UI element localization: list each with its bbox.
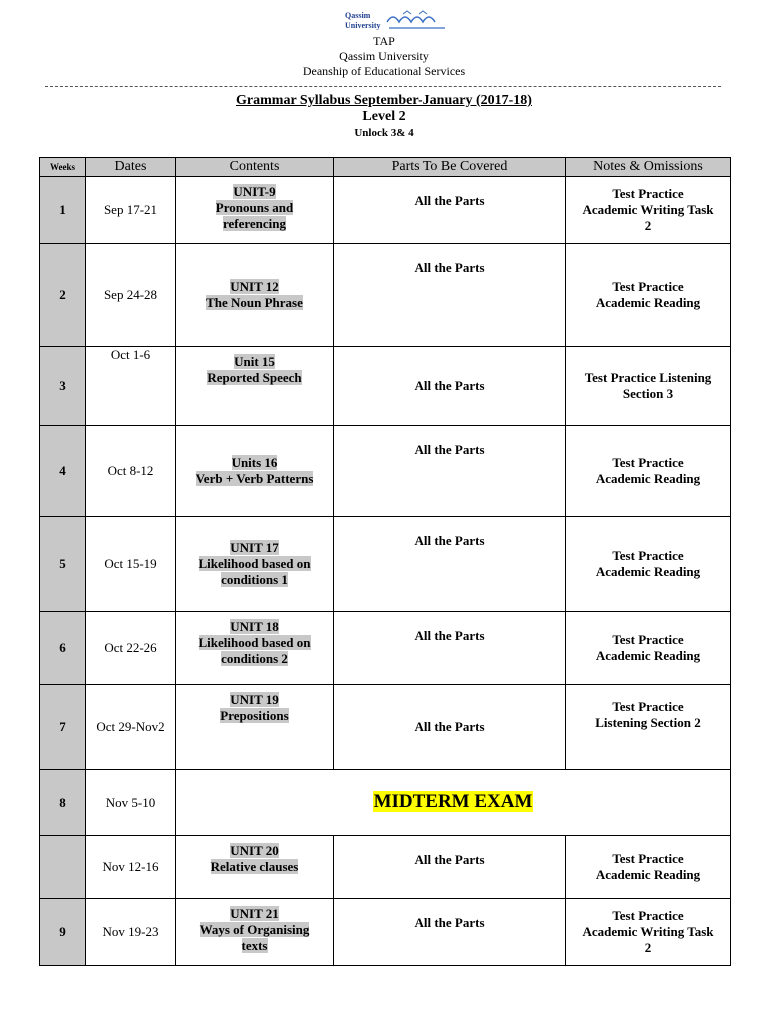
syllabus-table bbox=[39, 157, 731, 966]
table-row bbox=[40, 770, 731, 836]
cell-line: Academic Reading bbox=[595, 867, 701, 882]
cell-line: Test Practice bbox=[612, 699, 684, 714]
parts-cell: All the Parts bbox=[334, 836, 566, 899]
cell-line: Academic Reading bbox=[595, 648, 701, 663]
notes-cell bbox=[566, 899, 731, 966]
cell-line: Ways of Organising bbox=[199, 922, 310, 937]
contents-cell bbox=[176, 685, 334, 770]
cell-line: Verb + Verb Patterns bbox=[195, 471, 314, 486]
cell-line: Likelihood based on bbox=[198, 635, 311, 650]
table-row bbox=[40, 517, 731, 612]
header-divider bbox=[45, 86, 721, 87]
notes-cell bbox=[566, 836, 731, 899]
cell-line: Units 16 bbox=[231, 455, 278, 470]
col-header-weeks: Weeks bbox=[40, 158, 86, 177]
notes-cell bbox=[566, 347, 731, 426]
col-header-contents: Contents bbox=[176, 158, 334, 177]
svg-text:University: University bbox=[345, 21, 381, 30]
notes-cell bbox=[566, 517, 731, 612]
cell-line: Test Practice Listening bbox=[584, 370, 712, 385]
parts-cell: All the Parts bbox=[334, 244, 566, 347]
table-row bbox=[40, 244, 731, 347]
dates-cell: Nov 19-23 bbox=[86, 899, 176, 966]
cell-line: texts bbox=[241, 938, 268, 953]
notes-cell bbox=[566, 244, 731, 347]
parts-cell: All the Parts bbox=[334, 899, 566, 966]
notes-cell bbox=[566, 612, 731, 685]
cell-line: Test Practice bbox=[612, 908, 684, 923]
parts-cell: All the Parts bbox=[334, 347, 566, 426]
cell-line: Academic Reading bbox=[595, 564, 701, 579]
cell-line: Section 3 bbox=[622, 386, 674, 401]
cell-line: UNIT 21 bbox=[230, 906, 279, 921]
parts-cell: All the Parts bbox=[334, 685, 566, 770]
cell-line: Reported Speech bbox=[207, 370, 302, 385]
notes-cell bbox=[566, 426, 731, 517]
dates-cell: Oct 15-19 bbox=[86, 517, 176, 612]
cell-line: Test Practice bbox=[612, 632, 684, 647]
parts-cell: All the Parts bbox=[334, 517, 566, 612]
cell-line: Unit 15 bbox=[234, 354, 275, 369]
table-row bbox=[40, 347, 731, 426]
cell-line: UNIT 20 bbox=[230, 843, 279, 858]
dates-cell: Nov 5-10 bbox=[86, 770, 176, 836]
week-cell: 5 bbox=[40, 517, 86, 612]
table-row bbox=[40, 899, 731, 966]
cell-line: Test Practice bbox=[612, 851, 684, 866]
header-deanship: Deanship of Educational Services bbox=[302, 64, 466, 78]
week-cell: 7 bbox=[40, 685, 86, 770]
parts-cell: All the Parts bbox=[334, 177, 566, 244]
cell-line: conditions 2 bbox=[221, 651, 288, 666]
header-tap: TAP bbox=[373, 34, 395, 48]
midterm-cell bbox=[176, 770, 731, 836]
dates-cell: Oct 8-12 bbox=[86, 426, 176, 517]
level-heading: Level 2 bbox=[362, 109, 406, 124]
table-row bbox=[40, 685, 731, 770]
week-cell: 4 bbox=[40, 426, 86, 517]
notes-cell bbox=[566, 177, 731, 244]
week-cell: 1 bbox=[40, 177, 86, 244]
midterm-label: MIDTERM EXAM bbox=[373, 791, 533, 812]
contents-cell bbox=[176, 899, 334, 966]
col-header-parts: Parts To Be Covered bbox=[334, 158, 566, 177]
table-row bbox=[40, 612, 731, 685]
dates-cell: Sep 24-28 bbox=[86, 244, 176, 347]
cell-line: UNIT-9 bbox=[233, 184, 276, 199]
week-cell: 6 bbox=[40, 612, 86, 685]
dates-cell: Oct 1-6 bbox=[86, 347, 176, 426]
header-university: Qassim University bbox=[339, 49, 429, 63]
qassim-university-logo bbox=[343, 8, 453, 32]
parts-cell: All the Parts bbox=[334, 426, 566, 517]
parts-cell: All the Parts bbox=[334, 612, 566, 685]
contents-cell bbox=[176, 612, 334, 685]
table-row bbox=[40, 836, 731, 899]
cell-line: Listening Section 2 bbox=[595, 715, 701, 730]
notes-cell bbox=[566, 685, 731, 770]
cell-line: Test Practice bbox=[612, 186, 684, 201]
dates-cell: Nov 12-16 bbox=[86, 836, 176, 899]
cell-line: UNIT 17 bbox=[230, 540, 279, 555]
cell-line: Academic Reading bbox=[595, 295, 701, 310]
cell-line: UNIT 12 bbox=[230, 279, 279, 294]
document-title: Grammar Syllabus September-January (2017-18) bbox=[236, 93, 532, 108]
dates-cell: Oct 22-26 bbox=[86, 612, 176, 685]
cell-line: 2 bbox=[644, 940, 652, 955]
cell-line: Academic Writing Task bbox=[582, 202, 714, 217]
cell-line: 2 bbox=[644, 218, 652, 233]
contents-cell bbox=[176, 836, 334, 899]
cell-line: Academic Reading bbox=[595, 471, 701, 486]
unlock-subheading: Unlock 3& 4 bbox=[354, 127, 414, 139]
contents-cell bbox=[176, 244, 334, 347]
table-row bbox=[40, 426, 731, 517]
cell-line: Test Practice bbox=[612, 455, 684, 470]
cell-line: Test Practice bbox=[612, 548, 684, 563]
col-header-dates: Dates bbox=[86, 158, 176, 177]
dates-cell: Sep 17-21 bbox=[86, 177, 176, 244]
col-header-notes: Notes & Omissions bbox=[566, 158, 731, 177]
cell-line: The Noun Phrase bbox=[206, 295, 303, 310]
cell-line: Academic Writing Task bbox=[582, 924, 714, 939]
week-cell bbox=[40, 836, 86, 899]
cell-line: Prepositions bbox=[220, 708, 289, 723]
cell-line: Pronouns and bbox=[215, 200, 294, 215]
week-cell: 2 bbox=[40, 244, 86, 347]
cell-line: Likelihood based on bbox=[198, 556, 311, 571]
cell-line: Test Practice bbox=[612, 279, 684, 294]
cell-line: UNIT 19 bbox=[230, 692, 279, 707]
cell-line: conditions 1 bbox=[221, 572, 288, 587]
contents-cell bbox=[176, 517, 334, 612]
contents-cell bbox=[176, 347, 334, 426]
dates-cell: Oct 29-Nov2 bbox=[86, 685, 176, 770]
cell-line: referencing bbox=[222, 216, 287, 231]
week-cell: 9 bbox=[40, 899, 86, 966]
contents-cell bbox=[176, 426, 334, 517]
week-cell: 3 bbox=[40, 347, 86, 426]
table-header-row bbox=[40, 158, 731, 177]
table-row bbox=[40, 177, 731, 244]
contents-cell bbox=[176, 177, 334, 244]
week-cell: 8 bbox=[40, 770, 86, 836]
cell-line: UNIT 18 bbox=[230, 619, 279, 634]
cell-line: Relative clauses bbox=[210, 859, 299, 874]
svg-text:Qassim: Qassim bbox=[345, 11, 371, 20]
